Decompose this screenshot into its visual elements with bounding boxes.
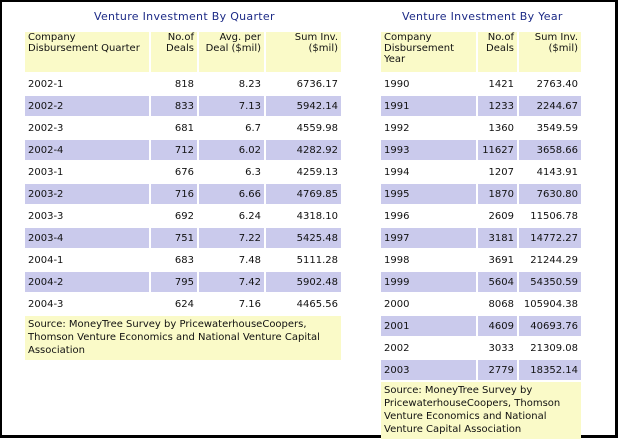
header-deals: No.of Deals xyxy=(151,32,197,72)
avg-per-deal-cell: 6.7 xyxy=(199,118,264,138)
year-cell: 1991 xyxy=(381,96,476,116)
sum-inv-cell: 105904.38 xyxy=(519,294,581,314)
quarter-cell: 2003-3 xyxy=(25,206,149,226)
year-investment-table xyxy=(379,30,583,441)
quarter-row xyxy=(25,140,341,160)
quarter-table-title: Venture Investment By Quarter xyxy=(94,10,275,23)
year-header-row xyxy=(381,32,581,72)
quarter-row xyxy=(25,206,341,226)
sum-inv-cell: 5902.48 xyxy=(266,272,341,292)
quarter-row xyxy=(25,74,341,94)
avg-per-deal-cell: 6.24 xyxy=(199,206,264,226)
quarter-row xyxy=(25,228,341,248)
sum-inv-cell: 40693.76 xyxy=(519,316,581,336)
sum-inv-cell: 14772.27 xyxy=(519,228,581,248)
deals-cell: 1360 xyxy=(478,118,517,138)
deals-cell: 8068 xyxy=(478,294,517,314)
quarter-row xyxy=(25,272,341,292)
year-cell: 1993 xyxy=(381,140,476,160)
quarter-row xyxy=(25,118,341,138)
quarter-row xyxy=(25,294,341,314)
avg-per-deal-cell: 6.3 xyxy=(199,162,264,182)
deals-cell: 3691 xyxy=(478,250,517,270)
sum-inv-cell: 4282.92 xyxy=(266,140,341,160)
year-row xyxy=(381,184,581,204)
avg-per-deal-cell: 6.02 xyxy=(199,140,264,160)
deals-cell: 2779 xyxy=(478,360,517,380)
sum-inv-cell: 4318.10 xyxy=(266,206,341,226)
quarter-cell: 2003-1 xyxy=(25,162,149,182)
deals-cell: 624 xyxy=(151,294,197,314)
header-deals: No.of Deals xyxy=(478,32,517,72)
quarter-cell: 2002-2 xyxy=(25,96,149,116)
year-cell: 1996 xyxy=(381,206,476,226)
sum-inv-cell: 2244.67 xyxy=(519,96,581,116)
avg-per-deal-cell: 6.66 xyxy=(199,184,264,204)
year-row xyxy=(381,74,581,94)
quarter-cell: 2002-1 xyxy=(25,74,149,94)
deals-cell: 676 xyxy=(151,162,197,182)
quarter-cell: 2002-4 xyxy=(25,140,149,160)
year-cell: 1998 xyxy=(381,250,476,270)
sum-inv-cell: 18352.14 xyxy=(519,360,581,380)
avg-per-deal-cell: 7.48 xyxy=(199,250,264,270)
year-cell: 1997 xyxy=(381,228,476,248)
avg-per-deal-cell: 8.23 xyxy=(199,74,264,94)
year-table-title: Venture Investment By Year xyxy=(402,10,563,23)
quarter-header-row xyxy=(25,32,341,72)
sum-inv-cell: 54350.59 xyxy=(519,272,581,292)
header-year: Company Disbursement Year xyxy=(381,32,476,72)
year-row xyxy=(381,228,581,248)
deals-cell: 683 xyxy=(151,250,197,270)
sum-inv-cell: 4465.56 xyxy=(266,294,341,314)
source-note: Source: MoneyTree Survey by PricewaterhouseCoopers, Thomson Venture Economics and National Venture Capital Association xyxy=(381,382,581,439)
year-cell: 1999 xyxy=(381,272,476,292)
sum-inv-cell: 11506.78 xyxy=(519,206,581,226)
deals-cell: 692 xyxy=(151,206,197,226)
deals-cell: 751 xyxy=(151,228,197,248)
source-row xyxy=(25,316,341,360)
quarter-cell: 2004-3 xyxy=(25,294,149,314)
year-cell: 2003 xyxy=(381,360,476,380)
year-row xyxy=(381,250,581,270)
deals-cell: 818 xyxy=(151,74,197,94)
year-cell: 1994 xyxy=(381,162,476,182)
year-cell: 1990 xyxy=(381,74,476,94)
year-row xyxy=(381,118,581,138)
deals-cell: 4609 xyxy=(478,316,517,336)
year-row xyxy=(381,96,581,116)
deals-cell: 3181 xyxy=(478,228,517,248)
quarter-row xyxy=(25,184,341,204)
sum-inv-cell: 3549.59 xyxy=(519,118,581,138)
avg-per-deal-cell: 7.16 xyxy=(199,294,264,314)
header-sum-inv: Sum Inv. ($mil) xyxy=(266,32,341,72)
year-row xyxy=(381,294,581,314)
year-cell: 2000 xyxy=(381,294,476,314)
deals-cell: 1207 xyxy=(478,162,517,182)
deals-cell: 833 xyxy=(151,96,197,116)
sum-inv-cell: 4769.85 xyxy=(266,184,341,204)
avg-per-deal-cell: 7.42 xyxy=(199,272,264,292)
avg-per-deal-cell: 7.22 xyxy=(199,228,264,248)
deals-cell: 681 xyxy=(151,118,197,138)
source-row xyxy=(381,382,581,439)
deals-cell: 5604 xyxy=(478,272,517,292)
year-cell: 2002 xyxy=(381,338,476,358)
quarter-cell: 2003-2 xyxy=(25,184,149,204)
year-row xyxy=(381,206,581,226)
quarter-investment-table xyxy=(23,30,343,362)
year-row xyxy=(381,272,581,292)
deals-cell: 712 xyxy=(151,140,197,160)
quarter-cell: 2002-3 xyxy=(25,118,149,138)
year-row xyxy=(381,316,581,336)
quarter-cell: 2004-2 xyxy=(25,272,149,292)
sum-inv-cell: 5942.14 xyxy=(266,96,341,116)
year-cell: 1992 xyxy=(381,118,476,138)
quarter-cell: 2003-4 xyxy=(25,228,149,248)
sum-inv-cell: 4559.98 xyxy=(266,118,341,138)
deals-cell: 2609 xyxy=(478,206,517,226)
sum-inv-cell: 5425.48 xyxy=(266,228,341,248)
sum-inv-cell: 6736.17 xyxy=(266,74,341,94)
quarter-row xyxy=(25,162,341,182)
quarter-row xyxy=(25,96,341,116)
header-sum-inv: Sum Inv. ($mil) xyxy=(519,32,581,72)
year-row xyxy=(381,338,581,358)
source-note: Source: MoneyTree Survey by PricewaterhouseCoopers, Thomson Venture Economics and National Venture Capital Association xyxy=(25,316,341,360)
year-cell: 1995 xyxy=(381,184,476,204)
avg-per-deal-cell: 7.13 xyxy=(199,96,264,116)
sum-inv-cell: 4143.91 xyxy=(519,162,581,182)
deals-cell: 795 xyxy=(151,272,197,292)
sum-inv-cell: 7630.80 xyxy=(519,184,581,204)
quarter-row xyxy=(25,250,341,270)
sum-inv-cell: 21309.08 xyxy=(519,338,581,358)
year-row xyxy=(381,162,581,182)
header-quarter: Company Disbursement Quarter xyxy=(25,32,149,72)
header-avg-per-deal: Avg. per Deal ($mil) xyxy=(199,32,264,72)
sum-inv-cell: 3658.66 xyxy=(519,140,581,160)
sum-inv-cell: 21244.29 xyxy=(519,250,581,270)
deals-cell: 11627 xyxy=(478,140,517,160)
deals-cell: 1421 xyxy=(478,74,517,94)
sum-inv-cell: 2763.40 xyxy=(519,74,581,94)
deals-cell: 3033 xyxy=(478,338,517,358)
year-row xyxy=(381,360,581,380)
deals-cell: 1870 xyxy=(478,184,517,204)
sum-inv-cell: 5111.28 xyxy=(266,250,341,270)
year-row xyxy=(381,140,581,160)
deals-cell: 1233 xyxy=(478,96,517,116)
sum-inv-cell: 4259.13 xyxy=(266,162,341,182)
year-cell: 2001 xyxy=(381,316,476,336)
deals-cell: 716 xyxy=(151,184,197,204)
quarter-cell: 2004-1 xyxy=(25,250,149,270)
